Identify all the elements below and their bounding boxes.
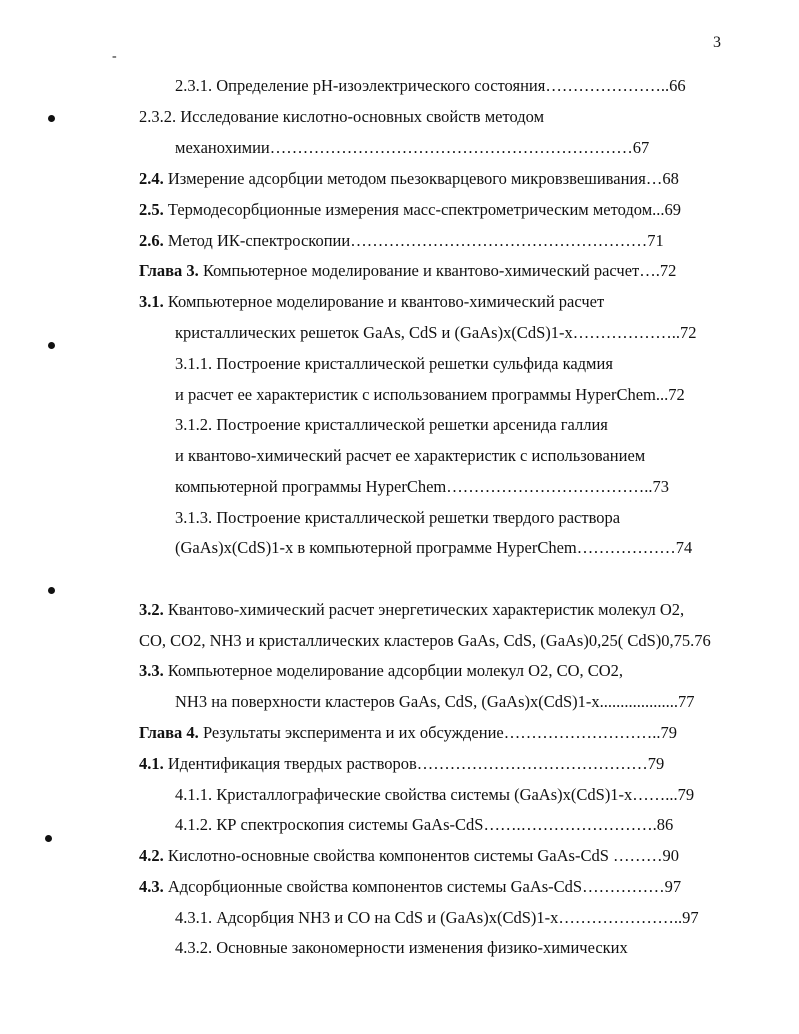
toc-entry: NH3 на поверхности кластеров GaAs, CdS, (GaAs)x(CdS)1-x...................77 — [175, 692, 695, 711]
margin-bullet — [45, 835, 52, 842]
toc-entry: 4.1. Идентификация твердых растворов……………………………………79 — [139, 754, 665, 773]
toc-entry: 4.3.2. Основные закономерности изменения физико-химических — [175, 938, 628, 957]
toc-entry: кристаллических решеток GaAs, CdS и (GaAs)x(CdS)1-x………………..72 — [175, 323, 697, 342]
toc-entry: компьютерной программы HyperChem………………………………..73 — [175, 477, 670, 496]
toc-entry: механохимии…………………………………………………………67 — [175, 138, 650, 157]
toc-entry: 2.3.2. Исследование кислотно-основных свойств методом — [139, 107, 545, 126]
toc-entry: 4.1.1. Кристаллографические свойства системы (GaAs)x(CdS)1-x……...79 — [175, 785, 695, 804]
toc-entry: и расчет ее характеристик с использованием программы HyperChem...72 — [175, 385, 685, 404]
toc-entry: 3.1. Компьютерное моделирование и квантово-химический расчет — [139, 292, 605, 311]
margin-bullet — [48, 342, 55, 349]
toc-entry: CO, CO2, NH3 и кристаллических кластеров GaAs, CdS, (GaAs)0,25( CdS)0,75.76 — [139, 631, 711, 650]
margin-bullet — [48, 115, 55, 122]
toc-entry: Глава 3. Компьютерное моделирование и квантово-химический расчет….72 — [139, 261, 677, 280]
toc-entry: 2.3.1. Определение pH-изоэлектрического состояния…………………..66 — [175, 76, 686, 95]
toc-entry: 4.2. Кислотно-основные свойства компонентов системы GaAs-CdS ………90 — [139, 846, 680, 865]
toc-entry: 4.3.1. Адсорбция NH3 и CO на CdS и (GaAs)x(CdS)1-x…………………..97 — [175, 908, 699, 927]
toc-entry: 3.1.1. Построение кристаллической решетки сульфида кадмия — [175, 354, 613, 373]
toc-entry: Глава 4. Результаты эксперимента и их обсуждение………………………..79 — [139, 723, 677, 742]
toc-entry: 3.1.2. Построение кристаллической решетки арсенида галлия — [175, 415, 608, 434]
toc-entry: 4.3. Адсорбционные свойства компонентов системы GaAs-CdS……………97 — [139, 877, 682, 896]
margin-dash: - — [112, 49, 117, 64]
toc-entry: 3.1.3. Построение кристаллической решетки твердого раствора — [175, 508, 621, 527]
margin-bullet — [48, 587, 55, 594]
toc-entry: 2.5. Термодесорбционные измерения масс-спектрометрическим методом...69 — [139, 200, 682, 219]
toc-entry: 2.4. Измерение адсорбции методом пьезокварцевого микровзвешивания…68 — [139, 169, 679, 188]
toc-entry: и квантово-химический расчет ее характеристик с использованием — [175, 446, 646, 465]
toc-entry: 4.1.2. КР спектроскопия системы GaAs-CdS…….…………………….86 — [175, 815, 674, 834]
toc-entry: (GaAs)x(CdS)1-x в компьютерной программе HyperChem………………74 — [175, 538, 693, 557]
page-number: 3 — [713, 34, 721, 51]
toc-entry: 3.2. Квантово-химический расчет энергетических характеристик молекул O2, — [139, 600, 685, 619]
toc-entry: 3.3. Компьютерное моделирование адсорбции молекул O2, CO, CO2, — [139, 661, 624, 680]
toc-entry: 2.6. Метод ИК-спектроскопии………………………………………………71 — [139, 231, 664, 250]
